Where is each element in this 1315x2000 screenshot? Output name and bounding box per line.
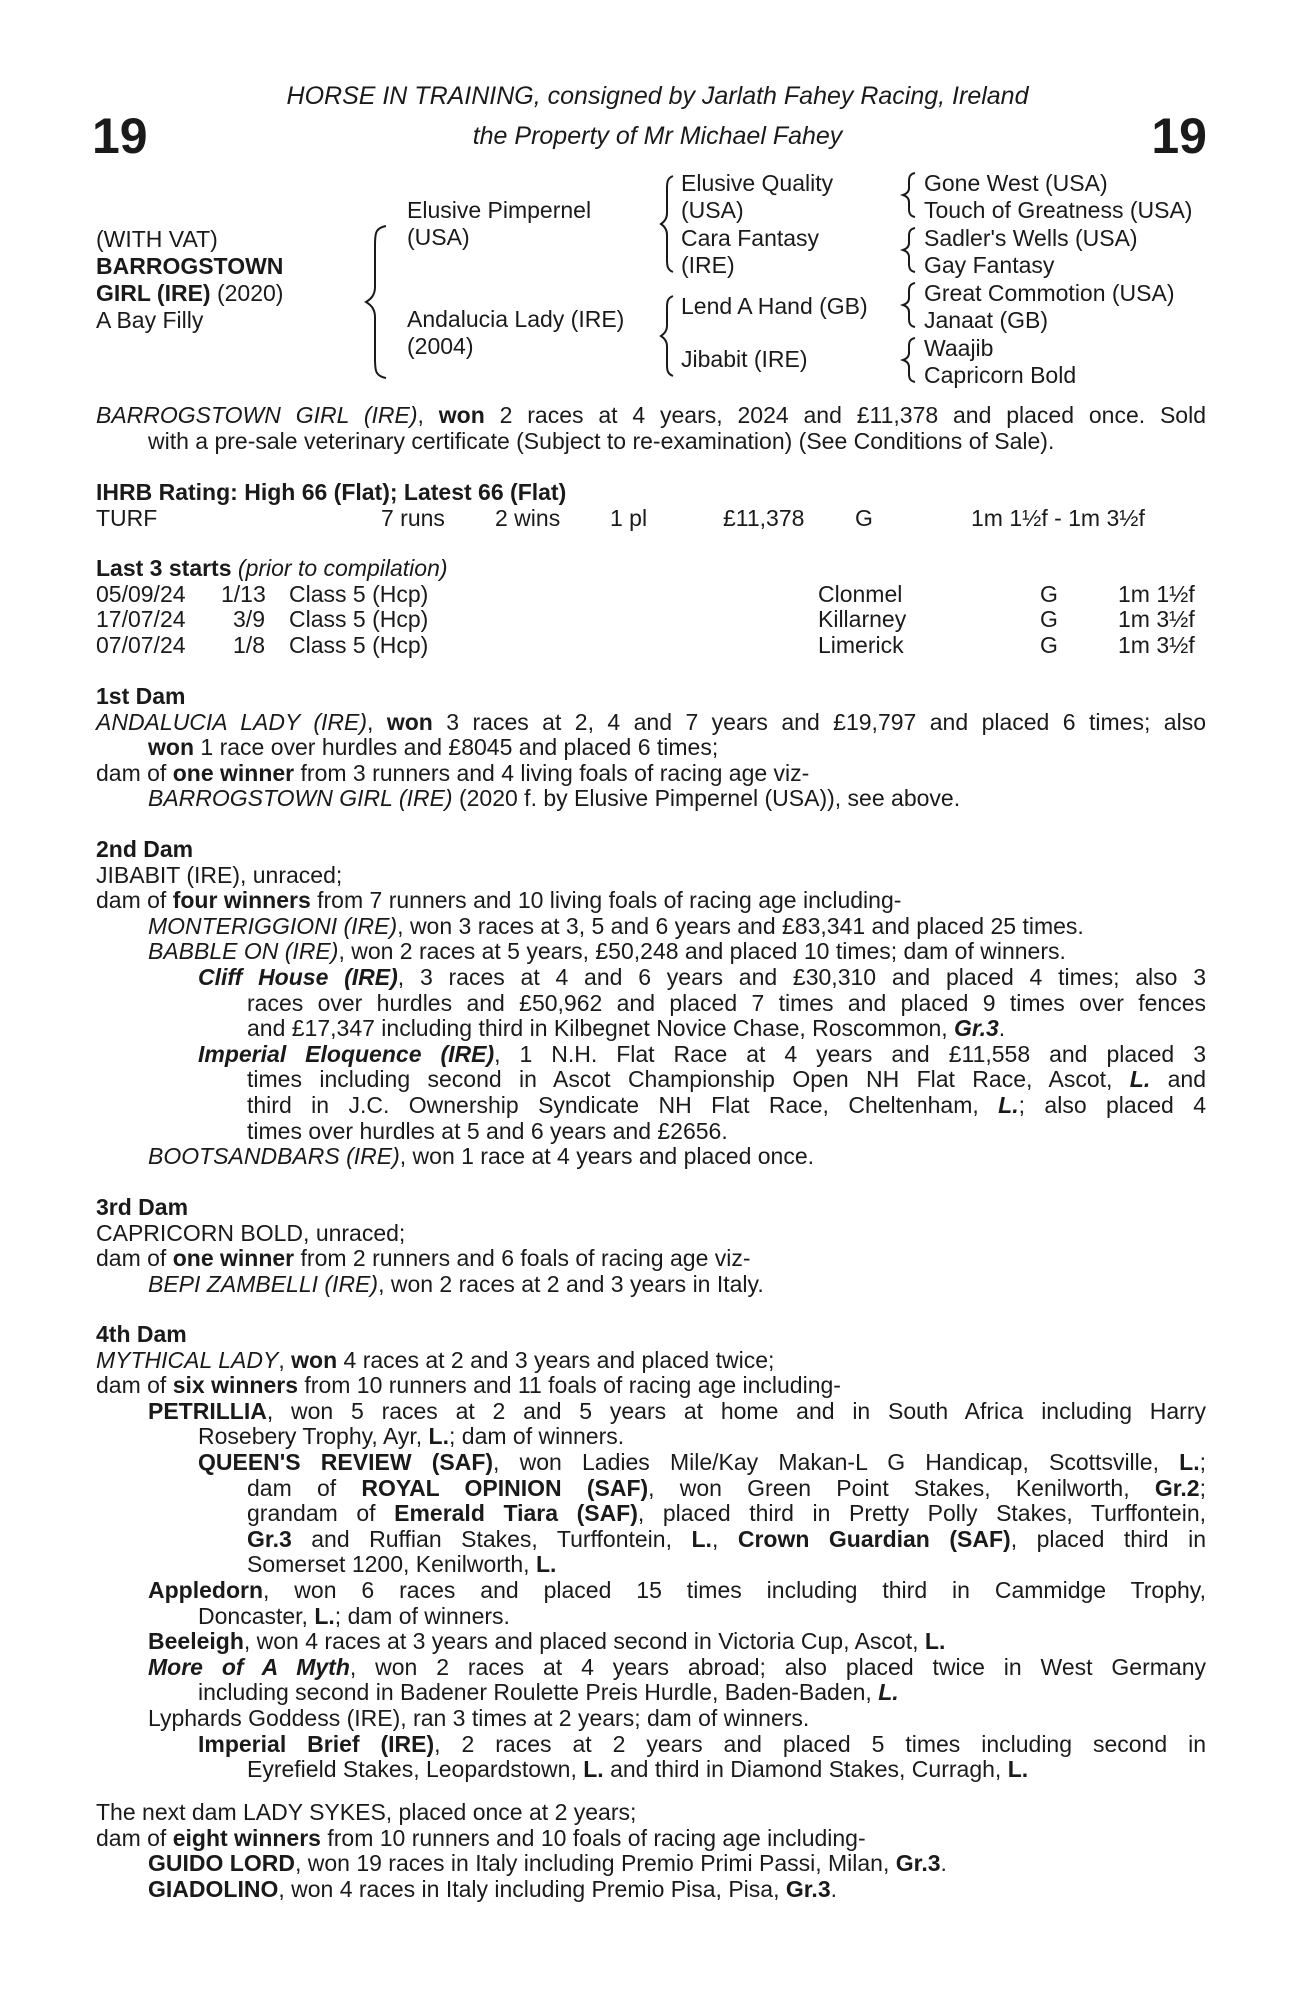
gen4-ancestor: Touch of Greatness (USA) xyxy=(924,197,1193,223)
rating-record-row: TURF 7 runs 2 wins 1 pl £11,378 G 1m 1½f - 1m 3½f xyxy=(96,504,1145,531)
sire-name: Elusive Pimpernel xyxy=(407,197,592,223)
dam-dam-name: Jibabit (IRE) xyxy=(681,346,808,372)
dam-name: Andalucia Lady (IRE) xyxy=(407,306,625,332)
horse-summary: BARROGSTOWN GIRL (IRE), won 2 races at 4 years, 2024 and £11,378 and placed once. Sold with a pre-sale veterinary certificate (Subject to re-examination) (See Conditions of Sale). xyxy=(96,402,1207,454)
second-dam-heading: 2nd Dam xyxy=(96,836,194,862)
pedigree-table xyxy=(96,168,1236,390)
third-dam-section: 3rd Dam CAPRICORN BOLD, unraced; dam of one winner from 2 runners and 6 foals of racing age viz- BEPI ZAMBELLI (IRE), won 2 races at 2 and 3 years in Italy. xyxy=(96,1195,1206,1297)
sire-sire-country: (USA) xyxy=(681,197,744,223)
lot-number-right: 19 xyxy=(1151,108,1207,164)
horse-name-line1: BARROGSTOWN xyxy=(96,253,284,279)
sire-dam-country: (IRE) xyxy=(681,252,735,278)
horse-description: A Bay Filly xyxy=(96,307,204,333)
gen4-ancestor: Waajib xyxy=(924,335,994,361)
fourth-dam-heading: 4th Dam xyxy=(96,1321,187,1347)
dam-sire-name: Lend A Hand (GB) xyxy=(681,293,868,319)
gen4-ancestor: Janaat (GB) xyxy=(924,307,1048,333)
rating-heading: IHRB Rating: High 66 (Flat); Latest 66 (Flat) xyxy=(96,479,567,505)
rating-section xyxy=(96,480,1206,531)
gen4-ancestor: Sadler's Wells (USA) xyxy=(924,225,1138,251)
first-dam-section: 1st Dam ANDALUCIA LADY (IRE), won 3 races at 2, 4 and 7 years and £19,797 and placed 6 times; also won 1 race over hurdles and £8045 and placed 6 times; dam of one winner from 3 runners and 4 living foals of racing age viz- BARROGSTOWN GIRL (IRE) (2020 f. by Elusive Pimpernel (USA)), see above. xyxy=(96,683,1206,812)
gen4-ancestor: Gay Fantasy xyxy=(924,252,1055,278)
sire-dam-name: Cara Fantasy xyxy=(681,225,820,251)
consignor-line: HORSE IN TRAINING, consigned by Jarlath Fahey Racing, Ireland xyxy=(286,82,1029,110)
horse-name-line2: GIRL (IRE) (2020) xyxy=(96,280,284,306)
sire-country: (USA) xyxy=(407,224,470,250)
start-row: 17/07/24 3/9 Class 5 (Hcp) Killarney G 1m 3½f xyxy=(96,606,1195,633)
next-dam-section: The next dam LADY SYKES, placed once at 2 years; dam of eight winners from 10 runners and 10 foals of racing age including- GUIDO LORD, won 19 races in Italy including Premio Primi Passi, Milan, Gr.3. GIADOLINO, won 4 races in Italy including Premio Pisa, Pisa, Gr.3. xyxy=(96,1799,947,1902)
start-row: 05/09/24 1/13 Class 5 (Hcp) Clonmel G 1m 1½f xyxy=(96,580,1195,607)
gen4-ancestor: Gone West (USA) xyxy=(924,170,1108,196)
start-row: 07/07/24 1/8 Class 5 (Hcp) Limerick G 1m 3½f xyxy=(96,631,1195,658)
first-dam-heading: 1st Dam xyxy=(96,683,186,709)
third-dam-heading: 3rd Dam xyxy=(96,1194,189,1220)
sire-sire-name: Elusive Quality xyxy=(681,170,834,196)
fourth-dam-section: 4th Dam MYTHICAL LADY, won 4 races at 2 and 3 years and placed twice; dam of six winners from 10 runners and 11 foals of racing age including- PETRILLIA, won 5 races at 2 and 5 years at home and in South Africa including Harry Rosebery Trophy, Ayr, L.; dam of winners. QUEEN'S REVIEW (SAF), won Ladies Mile/Kay Makan-L G Handicap, Scottsville, L.; dam of ROYAL OPINION (SAF), won Green Point Stakes, Kenilworth, Gr.2; grandam of Emerald Tiara (SAF), placed third in Pretty Polly Stakes, Turffontein, Gr.3 and Ruffian Stakes, Turffontein, L., Crown Guardian (SAF), placed third in Somerset 1200, Kenilworth, L. Appledorn, won 6 races and placed 15 times including third in Cammidge Trophy, Doncaster, L.; dam of winners. Beeleigh, won 4 races at 3 years and placed second in Victoria Cup, Ascot, L. More of A Myth, won 2 races at 4 years abroad; also placed twice in West Germany including second in Badener Roulette Preis Hurdle, Baden-Baden, L. Lyphards Goddess (IRE), ran 3 times at 2 years; dam of winners. Imperial Brief (IRE), 2 races at 2 years and placed 5 times including second in Eyrefield Stakes, Leopardstown, L. and third in Diamond Stakes, Curragh, L. xyxy=(96,1321,1207,1783)
gen4-ancestor: Great Commotion (USA) xyxy=(924,280,1175,306)
second-dam-section: 2nd Dam JIBABIT (IRE), unraced; dam of four winners from 7 runners and 10 living foals of racing age including- MONTERIGGIONI (IRE), won 3 races at 3, 5 and 6 years and £83,341 and placed 25 times. BABBLE ON (IRE), won 2 races at 5 years, £50,248 and placed 10 times; dam of winners. Cliff House (IRE), 3 races at 4 and 6 years and £30,310 and placed 4 times; also 3 races over hurdles and £50,962 and placed 7 times and placed 9 times over fences and £17,347 including third in Kilbegnet Novice Chase, Roscommon, Gr.3. Imperial Eloquence (IRE), 1 N.H. Flat Race at 4 years and £11,558 and placed 3 times including second in Ascot Championship Open NH Flat Race, Ascot, L. and third in J.C. Ownership Syndicate NH Flat Race, Cheltenham, L.; also placed 4 times over hurdles at 5 and 6 years and £2656. BOOTSANDBARS (IRE), won 1 race at 4 years and placed once. xyxy=(96,836,1207,1170)
lot-number-left: 19 xyxy=(92,108,148,164)
last-starts-section: Last 3 starts (prior to compilation) 05/09/24 1/13 Class 5 (Hcp) Clonmel G 1m 1½f 17/07/24 3/9 Class 5 (Hcp) Killarney G 1m 3½f 07/07/24 1/8 Class 5 (Hcp) Limerick G 1m 3½f xyxy=(96,556,1206,658)
gen4-ancestor: Capricorn Bold xyxy=(924,362,1077,388)
vat-label: (WITH VAT) xyxy=(96,226,218,252)
dam-year: (2004) xyxy=(407,333,474,359)
property-line: the Property of Mr Michael Fahey xyxy=(472,122,843,150)
